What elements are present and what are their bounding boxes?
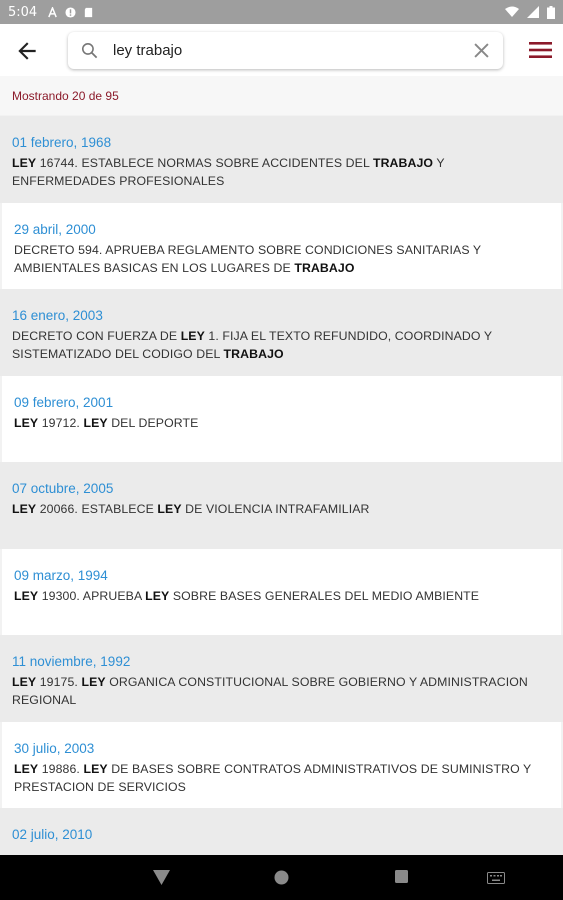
nav-back-icon[interactable] xyxy=(153,870,170,885)
result-item[interactable] xyxy=(0,289,563,376)
description-text: 19712. xyxy=(38,415,84,430)
highlighted-term: LEY xyxy=(157,502,182,516)
result-date: 30 julio, 2003 xyxy=(14,740,95,756)
nav-home-icon[interactable] xyxy=(274,870,289,885)
status-bar xyxy=(0,0,563,24)
results-count-bar xyxy=(0,76,563,115)
result-description xyxy=(12,327,551,363)
result-item[interactable] xyxy=(0,635,563,722)
battery-icon xyxy=(547,6,555,19)
wifi-icon xyxy=(505,6,519,18)
result-description xyxy=(14,414,549,432)
result-description xyxy=(14,587,549,605)
description-text: 16744. ESTABLECE NORMAS SOBRE ACCIDENTES DEL xyxy=(36,156,373,170)
result-description xyxy=(12,673,551,709)
result-item[interactable] xyxy=(2,549,561,636)
result-date: 07 octubre, 2005 xyxy=(12,481,114,496)
highlighted-term: LEY xyxy=(145,588,170,603)
result-item[interactable] xyxy=(0,462,563,549)
highlighted-term: LEY xyxy=(81,675,106,689)
highlighted-term: LEY xyxy=(14,415,39,430)
description-text: 19300. APRUEBA xyxy=(38,588,146,603)
signal-icon xyxy=(527,6,539,18)
status-time: 5:04 xyxy=(8,4,38,20)
description-text: DE VIOLENCIA INTRAFAMILIAR xyxy=(181,502,370,516)
description-text: SOBRE BASES GENERALES DEL MEDIO AMBIENTE xyxy=(169,588,480,603)
result-item[interactable] xyxy=(2,722,561,809)
search-bar[interactable] xyxy=(68,32,503,69)
font-icon xyxy=(47,7,58,18)
navigation-bar xyxy=(0,855,563,900)
result-item[interactable] xyxy=(2,203,561,290)
search-icon xyxy=(80,41,99,60)
highlighted-term: TRABAJO xyxy=(294,260,355,275)
result-item[interactable] xyxy=(0,116,563,203)
results-list xyxy=(0,116,563,895)
result-date: 01 febrero, 1968 xyxy=(12,135,112,150)
result-date: 11 noviembre, 1992 xyxy=(12,654,131,669)
highlighted-term: TRABAJO xyxy=(372,156,434,170)
results-count-label: Mostrando 20 de 95 xyxy=(12,88,119,103)
description-text: DECRETO CON FUERZA DE xyxy=(12,329,181,343)
description-text: ORGANICA CONSTITUCIONAL SOBRE GOBIERNO Y ADMINISTRACION REGIONAL xyxy=(12,675,528,707)
hamburger-menu-icon[interactable] xyxy=(529,40,552,60)
highlighted-term: LEY xyxy=(14,588,39,603)
app-bar xyxy=(0,24,563,76)
result-description xyxy=(14,241,549,277)
description-text: 1. FIJA EL TEXTO REFUNDIDO, COORDINADO Y SISTEMATIZADO DEL CODIGO DEL xyxy=(12,329,492,361)
description-text: Y ENFERMEDADES PROFESIONALES xyxy=(12,156,445,188)
back-arrow-icon[interactable] xyxy=(14,38,40,64)
result-date: 02 julio, 2010 xyxy=(12,827,93,842)
alert-icon xyxy=(65,7,76,18)
result-date: 29 abril, 2000 xyxy=(14,221,96,237)
nav-recents-icon[interactable] xyxy=(395,870,408,883)
description-text: DEL DEPORTE xyxy=(107,415,199,430)
description-text: DECRETO 594. APRUEBA REGLAMENTO SOBRE CONDICIONES SANITARIAS Y AMBIENTALES BASICAS EN LOS LUGARES DE xyxy=(14,242,482,275)
description-text: 19175. xyxy=(36,675,82,689)
description-text: 19886. xyxy=(38,761,84,776)
status-right-icons xyxy=(505,6,555,19)
highlighted-term: LEY xyxy=(180,329,205,343)
highlighted-term: TRABAJO xyxy=(223,347,284,361)
highlighted-term: LEY xyxy=(12,675,37,689)
keyboard-icon[interactable] xyxy=(487,872,505,884)
result-date: 09 febrero, 2001 xyxy=(14,394,114,410)
description-text: 20066. ESTABLECE xyxy=(36,502,158,516)
result-item[interactable] xyxy=(2,376,561,463)
result-date: 16 enero, 2003 xyxy=(12,308,103,323)
close-icon[interactable] xyxy=(474,43,489,58)
description-text: DE BASES SOBRE CONTRATOS ADMINISTRATIVOS DE SUMINISTRO Y PRESTACION DE SERVICIOS xyxy=(14,761,532,794)
search-input[interactable] xyxy=(113,37,453,64)
highlighted-term: LEY xyxy=(83,415,108,430)
highlighted-term: LEY xyxy=(83,761,108,776)
highlighted-term: LEY xyxy=(12,502,37,516)
highlighted-term: LEY xyxy=(14,761,39,776)
result-date: 09 marzo, 1994 xyxy=(14,567,108,583)
result-description xyxy=(12,500,551,518)
result-description xyxy=(12,154,551,190)
sd-card-icon xyxy=(83,7,94,18)
result-description xyxy=(14,760,549,796)
highlighted-term: LEY xyxy=(12,156,37,170)
